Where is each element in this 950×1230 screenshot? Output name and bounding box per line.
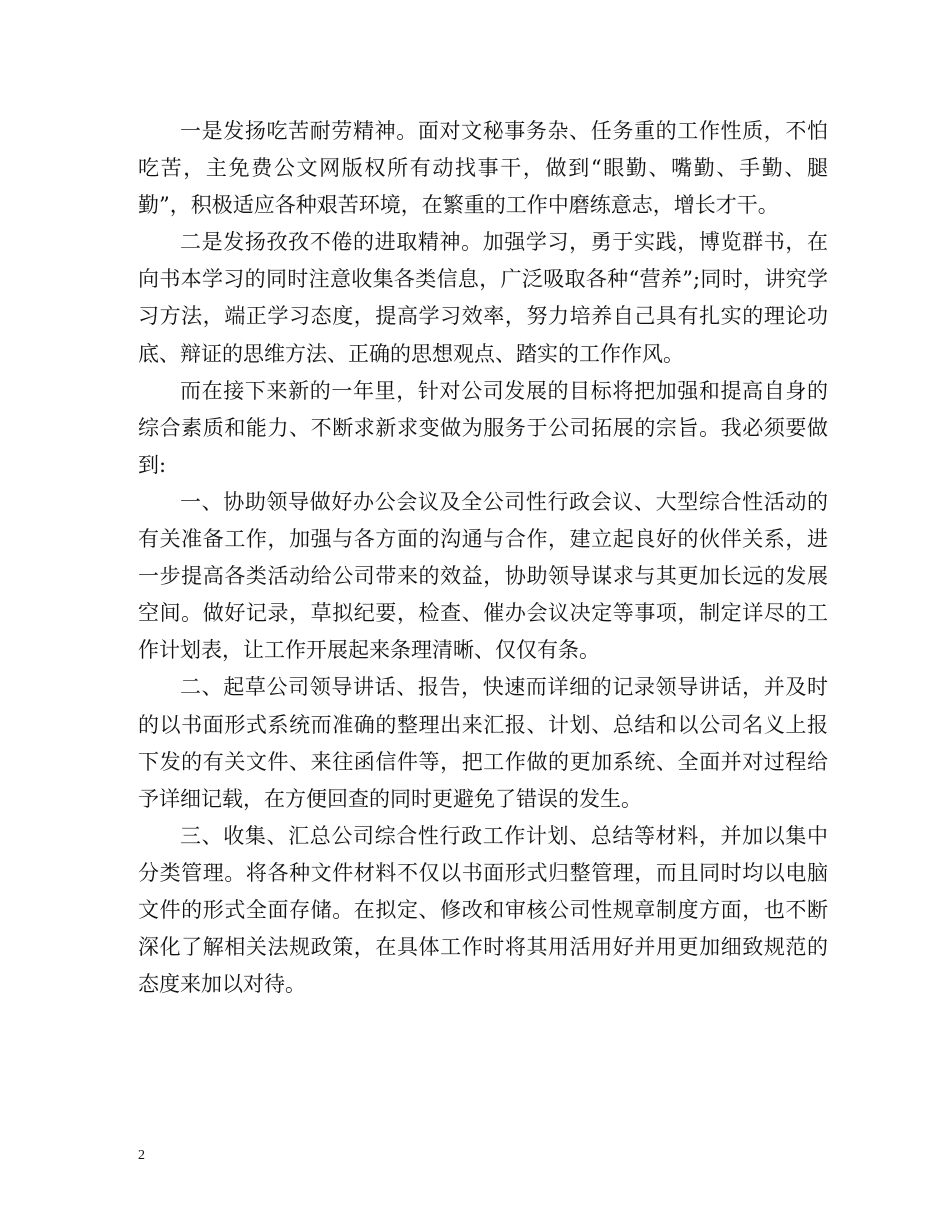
paragraph-5: 二、起草公司领导讲话、报告，快速而详细的记录领导讲话，并及时的以书面形式系统而准确的整理出来汇报、计划、总结和以公司名义上报下发的有关文件、来往函信件等，把工作做的更加系统、全面并对过程给予详细记载，在方便回查的同时更避免了错误的发生。 bbox=[138, 675, 828, 811]
paragraph-4: 一、协助领导做好办公会议及全公司性行政会议、大型综合性活动的有关准备工作，加强与各方面的沟通与合作，建立起良好的伙伴关系，进一步提高各类活动给公司带来的效益，协助领导谋求与其更加长远的发展空间。做好记录，草拟纪要，检查、催办会议决定等事项，制定详尽的工作计划表，让工作开展起来条理清晰、仅仅有条。 bbox=[138, 489, 828, 663]
paragraph-1: 一是发扬吃苦耐劳精神。面对文秘事务杂、任务重的工作性质，不怕吃苦，主免费公文网版权所有动找事干，做到“眼勤、嘴勤、手勤、腿勤”，积极适应各种艰苦环境，在繁重的工作中磨练意志，增长才干。 bbox=[138, 119, 828, 218]
document-body bbox=[138, 113, 828, 1003]
paragraph-3: 而在接下来新的一年里，针对公司发展的目标将把加强和提高自身的综合素质和能力、不断求新求变做为服务于公司拓展的宗旨。我必须要做到: bbox=[138, 378, 828, 477]
paragraph-2: 二是发扬孜孜不倦的进取精神。加强学习，勇于实践，博览群书，在向书本学习的同时注意收集各类信息，广泛吸取各种“营养”;同时，讲究学习方法，端正学习态度，提高学习效率，努力培养自己具有扎实的理论功底、辩证的思维方法、正确的思想观点、踏实的工作作风。 bbox=[138, 230, 828, 366]
paragraph-6: 三、收集、汇总公司综合性行政工作计划、总结等材料，并加以集中分类管理。将各种文件材料不仅以书面形式归整管理，而且同时均以电脑文件的形式全面存储。在拟定、修改和审核公司性规章制度方面，也不断深化了解相关法规政策，在具体工作时将其用活用好并用更加细致规范的态度来加以对待。 bbox=[138, 823, 828, 997]
page-number: 2 bbox=[138, 1148, 145, 1163]
